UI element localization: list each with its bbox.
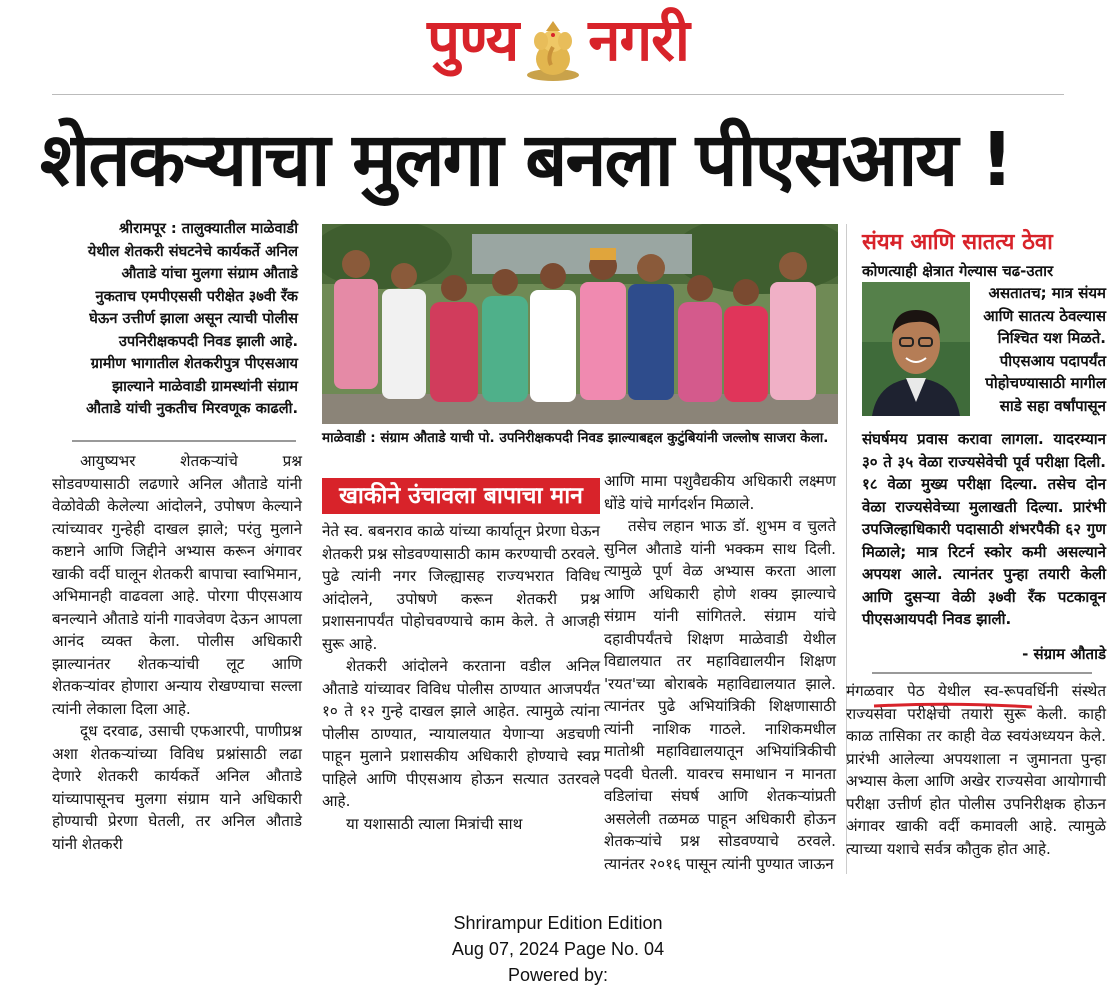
column-2 [322, 520, 600, 835]
red-underline-mark [872, 700, 1034, 710]
edition-name: Shrirampur Edition Edition [453, 913, 663, 933]
col3-paragraph-1: आणि मामा पशुवैद्यकीय अधिकारी लक्ष्मण धोंडे यांचे मार्गदर्शन मिळाले. [604, 472, 836, 513]
masthead-right-word: नगरी [588, 6, 689, 74]
col2-paragraph-1: नेते स्व. बबनराव काळे यांच्या कार्यातून प्रेरणा घेऊन शेतकरी प्रश्न सोडवण्यासाठी काम करण्याची ठरवले. पुढे त्यांनी नगर जिल्ह्यासह राज्यभरात विविध आंदोलने, उपोषणे करून शेतकरी प्रश्न प्रशासनापर्यंत पोहोचवण्याचे काम केले. ते आजही सुरू आहे. [322, 522, 600, 653]
edition-date-page: Aug 07, 2024 Page No. 04 [451, 939, 665, 959]
edition-footer [0, 910, 1116, 988]
lead-rule [72, 440, 296, 442]
col2-paragraph-3: या यशासाठी त्याला मित्रांची साथ [346, 814, 523, 833]
sidebar-rule [872, 672, 1092, 674]
column-1 [52, 450, 302, 855]
sidebar-body: संघर्षमय प्रवास करावा लागला. यादरम्यान ३० ते ३५ वेळा राज्यसेवेची पूर्व परीक्षा दिली. १८ वेळा मुख्य परीक्षा दिल्या. तसेच दोन वेळा राज्यसेवेच्या मुलाखती दिल्या. प्रारंभी उपजिल्हाधिकारी पदासाठी शंभरपैकी ६२ गुण मिळाले; मात्र रिटर्न स्कोर कमी असल्याने अपयश आले. त्यानंतर पुन्हा तयारी केली आणि दुसऱ्या वेळी ३७वी रँक पटकावून पीएसआयपदी निवड झाली. [862, 430, 1106, 628]
group-photo [322, 224, 838, 424]
powered-by: Powered by: [507, 965, 609, 985]
column-3 [604, 470, 836, 875]
ganesha-logo-icon [524, 19, 582, 81]
lead-paragraph: श्रीरामपूर : तालुक्यातील माळेवाडी येथील शेतकरी संघटनेचे कार्यकर्ते अनिल औताडे यांचा मुलगा संग्राम औताडे नुकताच एमपीएससी परीक्षेत ३७वी रँक घेऊन उत्तीर्ण झाला असून त्याची पोलीस उपनिरीक्षकपदी निवड झाली आहे. ग्रामीण भागातील शेतकरीपुत्र पीएसआय झाल्याने माळेवाडी ग्रामस्थांनी संग्राम औताडे यांची नुकतीच मिरवणूक काढली. [86, 220, 298, 417]
masthead [0, 0, 1116, 80]
col1-paragraph-1: आयुष्यभर शेतकऱ्यांचे प्रश्न सोडवण्यासाठी लढणारे अनिल औताडे यांनी वेळोवेळी केलेल्या आंदोलने, उपोषण केल्याने त्यांच्यावर गुन्हेही दाखल झाले; परंतु मुलाने कष्टाने आणि जिद्दीने अभ्यास करून अंगावर खाकी वर्दी घालून शेतकरी बापाचा स्वाभिमान, अभिमानही वाढवला आहे. पोरगा पीएसआय बनल्याने औताडे यांनी गावजेवण देऊन आपला आनंद व्यक्त केला. पोलीस अधिकारी झाल्यानंतर शेतकऱ्यांची लूट आणि शेतकऱ्यांवर होणारा अन्याय रोखण्याचा सल्ला त्यांनी लेकाला दिला आहे. [52, 452, 302, 718]
group-photo-illustration [322, 224, 838, 424]
col1-paragraph-2: दूध दरवाढ, उसाची एफआरपी, पाणीप्रश्न अशा शेतकऱ्यांच्या विविध प्रश्नांसाठी लढा देणारे शेतकरी कार्यकर्ते अनिल औताडे यांच्यापासूनच मुलगा संग्राम याने अधिकारी होण्याची प्रेरणा घेतली, तर अनिल औताडे यांनी शेतकरी [52, 722, 302, 853]
col3-paragraph-2: तसेच लहान भाऊ डॉ. शुभम व चुलते सुनिल औताडे यांनी भक्कम साथ दिली. त्यामुळे पूर्ण वेळ अभ्यास करता आला आणि अधिकारी होणे शक्य झाल्याचे संग्राम यांनी सांगितले. संग्राम यांचे दहावीपर्यंतचे शिक्षण माळेवाडी येथील विद्यालयात तर महाविद्यालयीन शिक्षण 'रयत'च्या बोराबके महाविद्यालयात झाले. त्यानंतर पुढे अभियांत्रिकी शिक्षणासाठी त्यांनी नाशिक गाठले. नाशिकमधील मातोश्री महाविद्यालयातून अभियांत्रिकीची पदवी घेतली. यावरच समाधान न मानता वडिलांचा संघर्ष आणि शेतकऱ्यांप्रती असलेली तळमळ पाहून अधिकारी होऊन शेतकऱ्यांचे प्रश्न सोडवण्याचे ठरवले. त्यानंतर २०१६ पासून त्यांनी पुण्यात जाऊन [604, 517, 836, 873]
masthead-rule [52, 94, 1064, 95]
sidebar-title: संयम आणि सातत्य ठेवा [862, 230, 1053, 255]
col2-paragraph-2: शेतकरी आंदोलने करताना वडील अनिल औताडे यांच्यावर विविध पोलीस ठाण्यात आजपर्यंत १० ते १२ गुन्हे दाखल झाले आहेत. त्यामुळे त्यांना पोलीस ठाण्यात, न्यायालयात येणाऱ्या अडचणी पाहून मुलाने प्रशासकीय अधिकारी होण्याचे स्वप्न पाहिले आणि पीएसआय होऊन सत्यात उतरवले आहे. [322, 657, 600, 810]
col4-paragraph: मंगळवार पेठ येथील स्व-रूपवर्धिनी संस्थेत राज्यसेवा परीक्षेची तयारी सुरू केली. काही काळ तासिका तर काही वेळ स्वयंअध्ययन केले. प्रारंभी आलेल्या अपयशाला न जुमानता पुन्हा अभ्यास केला आणि अखेर राज्यसेवा आयोगाची परीक्षा उत्तीर्ण होत पोलीस उपनिरीक्षक होऊन अंगावर खाकी वर्दी कमावली आहे. त्यामुळे त्याच्या यशाचे सर्वत्र कौतुक होत आहे. [846, 682, 1106, 858]
headline: शेतकऱ्याचा मुलगा बनला पीएसआय ! [40, 117, 1012, 203]
sidebar-signature: - संग्राम औताडे [1022, 645, 1106, 663]
photo-caption: माळेवाडी : संग्राम औताडे याची पो. उपनिरीक्षकपदी निवड झाल्याबद्दल कुटुंबियांनी जल्लोष साजरा केला. [322, 430, 829, 446]
kicker-banner: खाकीने उंचावला बापाचा मान [322, 478, 600, 514]
sidebar-first-line [862, 260, 1106, 283]
sidebar-first-line-text: कोणत्याही क्षेत्रात गेल्यास चढ-उतार [862, 262, 1054, 280]
portrait-photo [862, 282, 970, 416]
sidebar-beside-photo: असतातच; मात्र संयम आणि सातत्य ठेवल्यास निश्चित यश मिळते. पीएसआय पदापर्यंत पोहोचण्यासाठी मागील साडे सहा वर्षांपासून [983, 284, 1106, 415]
portrait-illustration [862, 282, 970, 416]
masthead-left-word: पुण्य [427, 6, 519, 74]
